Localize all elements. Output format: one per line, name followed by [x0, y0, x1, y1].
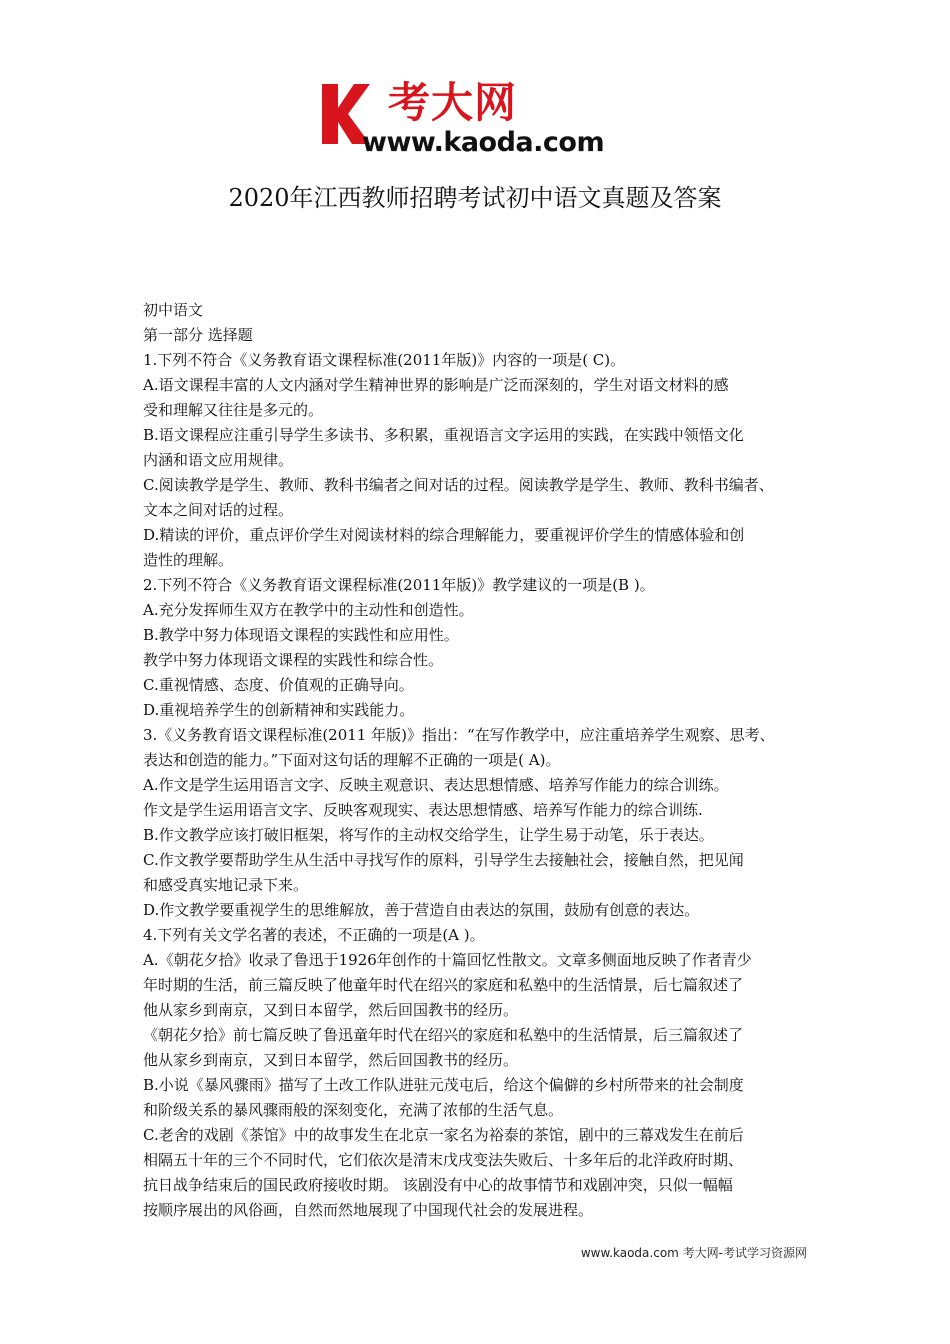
body-line: B.语文课程应注重引导学生多读书、多积累，重视语言文字运用的实践，在实践中领悟文化 [143, 426, 744, 444]
document-title: 2020年江西教师招聘考试初中语文真题及答案 [228, 184, 722, 212]
body-line: C.老舍的戏剧《茶馆》中的故事发生在北京一家名为裕泰的茶馆，剧中的三幕戏发生在前后 [143, 1126, 744, 1144]
body-line: 年时期的生活，前三篇反映了他童年时代在绍兴的家庭和私塾中的生活情景，后七篇叙述了 [143, 976, 744, 994]
body-line: 和阶级关系的暴风骤雨般的深刻变化，充满了浓郁的生活气息。 [143, 1101, 564, 1119]
body-line: 4.下列有关文学名著的表述，不正确的一项是(A )。 [143, 926, 485, 944]
body-line: C.重视情感、态度、价值观的正确导向。 [143, 676, 414, 694]
body-line: 1.下列不符合《义务教育语文课程标准(2011年版)》内容的一项是( C)。 [143, 351, 626, 369]
page-footer: www.kaoda.com 考大网-考试学习资源网 [580, 1246, 807, 1260]
body-line: 作文是学生运用语言文字、反映客观现实、表达思想情感、培养写作能力的综合训练. [143, 801, 703, 819]
body-line: 造性的理解。 [143, 551, 234, 569]
body-line: 第一部分 选择题 [143, 326, 253, 344]
body-line: A.作文是学生运用语言文字、反映主观意识、表达思想情感、培养写作能力的综合训练。 [143, 776, 729, 794]
kaoda-logo [318, 80, 648, 160]
body-line: D.作文教学要重视学生的思维解放，善于营造自由表达的氛围，鼓励有创意的表达。 [143, 901, 700, 919]
body-line: 《朝花夕拾》前七篇反映了鲁迅童年时代在绍兴的家庭和私塾中的生活情景，后三篇叙述了 [143, 1026, 744, 1044]
body-line: 他从家乡到南京，又到日本留学，然后回国教书的经历。 [143, 1001, 519, 1019]
body-line: A.《朝花夕拾》收录了鲁迅于1926年创作的十篇回忆性散文。文章多侧面地反映了作者青少 [143, 951, 752, 969]
body-line: C.作文教学要帮助学生从生活中寻找写作的原料，引导学生去接触社会，接触自然，把见闻 [143, 851, 744, 869]
logo-url-text: www.kaoda.com [362, 127, 605, 158]
body-line: 文本之间对话的过程。 [143, 501, 294, 519]
body-line: B.教学中努力体现语文课程的实践性和应用性。 [143, 626, 459, 644]
body-line: C.阅读教学是学生、教师、教科书编者之间对话的过程。阅读教学是学生、教师、教科书编者、 [143, 476, 774, 494]
body-line: 和感受真实地记录下来。 [143, 876, 309, 894]
body-line: 内涵和语文应用规律。 [143, 451, 294, 469]
body-line: 3.《义务教育语文课程标准(2011 年版)》指出：“在写作教学中，应注重培养学生观察、思考、 [143, 726, 775, 744]
body-line: 受和理解又往往是多元的。 [143, 401, 324, 419]
body-line: B.作文教学应该打破旧框架，将写作的主动权交给学生，让学生易于动笔，乐于表达。 [143, 826, 714, 844]
body-line: 相隔五十年的三个不同时代，它们依次是清末戊戌变法失败后、十多年后的北洋政府时期、 [143, 1151, 744, 1169]
body-line: 表达和创造的能力。”下面对这句话的理解不正确的一项是( A)。 [143, 751, 561, 769]
body-line: D.精读的评价，重点评价学生对阅读材料的综合理解能力，要重视评价学生的情感体验和创 [143, 526, 745, 544]
body-line: 初中语文 [143, 301, 204, 319]
body-line: 教学中努力体现语文课程的实践性和综合性。 [143, 651, 444, 669]
body-line: D.重视培养学生的创新精神和实践能力。 [143, 701, 415, 719]
body-line: A.充分发挥师生双方在教学中的主动性和创造性。 [143, 601, 474, 619]
document-body [143, 298, 823, 1223]
body-line: 他从家乡到南京，又到日本留学，然后回国教书的经历。 [143, 1051, 519, 1069]
body-line: B.小说《暴风骤雨》描写了土改工作队进驻元茂屯后，给这个偏僻的乡村所带来的社会制度 [143, 1076, 744, 1094]
body-line: 2.下列不符合《义务教育语文课程标准(2011年版)》教学建议的一项是(B )。 [143, 576, 655, 594]
body-line: A.语文课程丰富的人文内涵对学生精神世界的影响是广泛而深刻的，学生对语文材料的感 [143, 376, 729, 394]
logo-brand-text: 考大网 [388, 78, 518, 127]
body-line: 按顺序展出的风俗画，自然而然地展现了中国现代社会的发展进程。 [143, 1201, 594, 1219]
body-line: 抗日战争结束后的国民政府接收时期。 该剧没有中心的故事情节和戏剧冲突，只似一幅幅 [143, 1176, 733, 1194]
